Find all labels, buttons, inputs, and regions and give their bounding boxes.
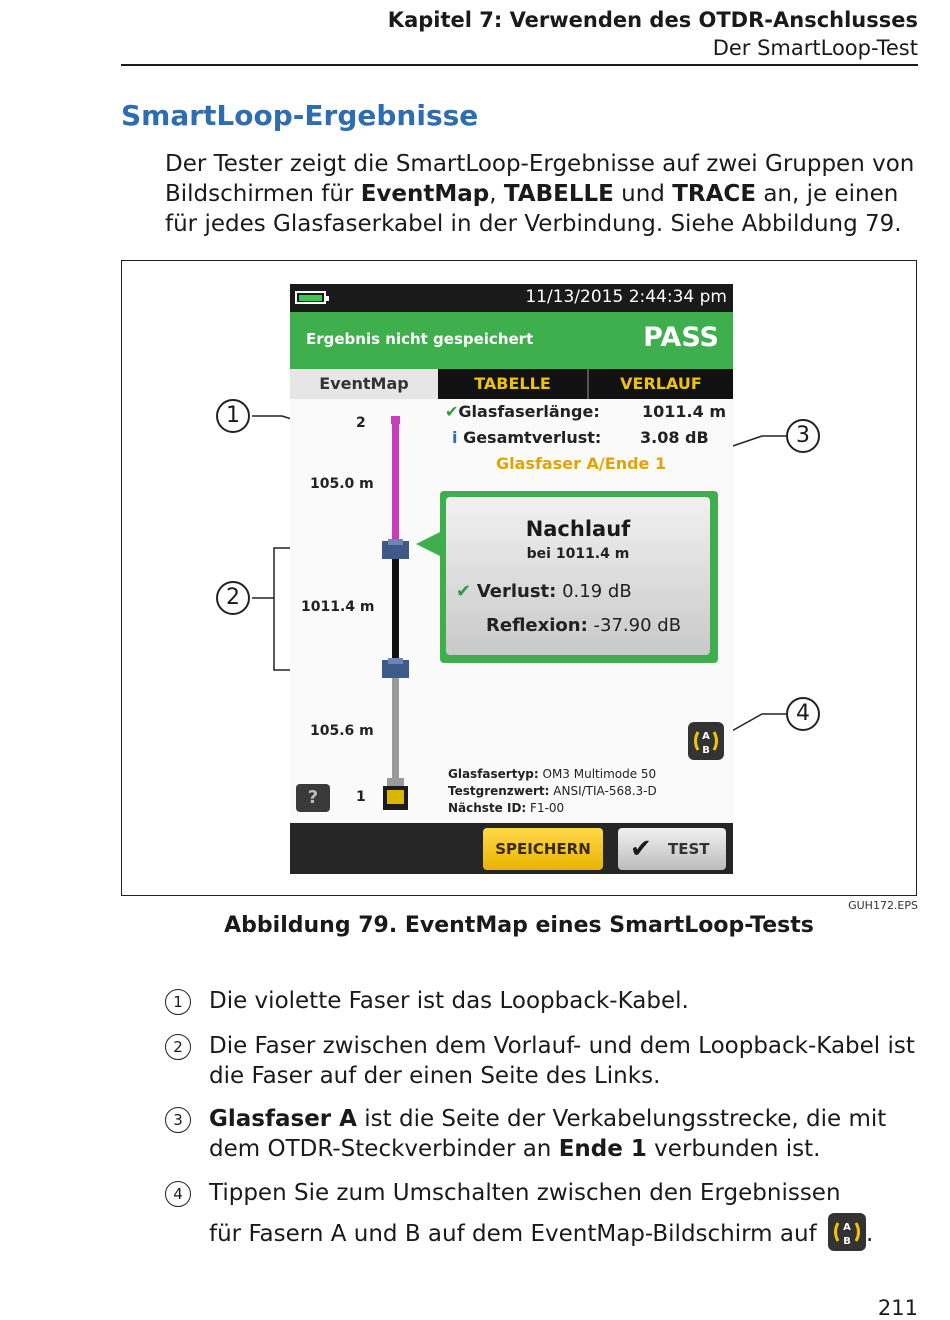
event-callout[interactable] xyxy=(440,491,718,663)
fiber-type: Glasfasertyp: OM3 Multimode 50 xyxy=(448,767,657,781)
event-reflectance: Reflexion: -37.90 dB xyxy=(486,615,682,636)
tab-tabelle[interactable]: TABELLE xyxy=(474,374,551,393)
pass-check-icon: ✔ xyxy=(445,402,459,421)
test-button[interactable] xyxy=(618,828,726,870)
loopback-fiber xyxy=(392,419,399,549)
item-number: 1 xyxy=(165,989,191,1015)
fiber-ab-inline-icon xyxy=(828,1213,866,1251)
loss-check-icon: ✔ xyxy=(456,581,472,602)
segment-length-top: 105.0 m xyxy=(310,476,374,492)
tester-screen xyxy=(290,284,733,874)
fiber-ab-icon xyxy=(688,722,724,760)
test-limit: Testgrenzwert: ANSI/TIA-568.3-D xyxy=(448,784,657,798)
save-status: Ergebnis nicht gespeichert xyxy=(306,330,534,348)
help-button[interactable]: ? xyxy=(296,784,330,812)
callout-1: 1 xyxy=(216,399,250,433)
item-text: Tippen Sie zum Umschalten zwischen den Ergebnissen für Fasern A und B auf dem EventMap-Bildschirm auf A B . xyxy=(209,1178,925,1251)
svg-text:B: B xyxy=(843,1236,851,1247)
callout-2: 2 xyxy=(216,581,250,615)
figure-caption: Abbildung 79. EventMap eines SmartLoop-Tests xyxy=(224,913,814,938)
launch-fiber xyxy=(392,669,399,787)
intro-bold-trace: TRACE xyxy=(672,181,757,207)
tab-eventmap[interactable]: EventMap xyxy=(290,369,438,399)
fiber-length-value: 1011.4 m xyxy=(642,402,726,421)
chapter-header: Kapitel 7: Verwenden des OTDR-Anschlusses xyxy=(387,8,918,32)
fiber-end-label: Glasfaser A/Ende 1 xyxy=(496,454,667,473)
page-number: 211 xyxy=(877,1296,918,1320)
link-fiber xyxy=(392,549,399,669)
marker-end-2: 2 xyxy=(356,415,366,431)
fiber-length: ✔Glasfaserlänge: xyxy=(445,402,600,421)
save-button[interactable]: SPEICHERN xyxy=(483,828,603,870)
item-text: Die violette Faser ist das Loopback-Kabel. xyxy=(209,988,689,1014)
event-title: Nachlauf xyxy=(525,517,631,541)
section-header: Der SmartLoop-Test xyxy=(712,36,918,60)
info-icon: i xyxy=(452,428,458,447)
result-status: PASS xyxy=(643,322,719,353)
item-number: 2 xyxy=(165,1034,191,1060)
intro-paragraph: Der Tester zeigt die SmartLoop-Ergebnisse auf zwei Gruppen von Bildschirmen für EventMap, TABELLE und TRACE an, je einen für jedes Glasfaserkabel in der Verbindung. Siehe Abbildung 79. xyxy=(165,151,915,237)
event-position: bei 1011.4 m xyxy=(526,546,630,562)
item-number: 4 xyxy=(165,1181,191,1207)
test-check-icon: ✔ xyxy=(630,834,652,864)
datetime: 11/13/2015 2:44:34 pm xyxy=(525,287,727,307)
intro-bold-tabelle: TABELLE xyxy=(503,181,614,207)
callout-3: 3 xyxy=(786,419,820,453)
total-loss: i Gesamtverlust: xyxy=(452,428,602,447)
test-label: TEST xyxy=(668,840,710,858)
next-id: Nächste ID: F1-00 xyxy=(448,801,565,815)
total-loss-value: 3.08 dB xyxy=(640,428,709,447)
svg-text:A: A xyxy=(843,1222,851,1233)
end-2-marker xyxy=(391,416,400,424)
tab-verlauf[interactable]: VERLAUF xyxy=(587,369,733,399)
segment-length-mid: 1011.4 m xyxy=(301,599,375,615)
intro-bold-eventmap: EventMap xyxy=(360,181,490,207)
test-settings xyxy=(448,766,657,817)
callout-4: 4 xyxy=(786,697,820,731)
ab-top-letter: A xyxy=(702,731,710,742)
page-heading: SmartLoop-Ergebnisse xyxy=(121,99,479,132)
fiber-ab-toggle-button[interactable] xyxy=(688,722,724,760)
marker-end-1: 1 xyxy=(356,789,366,805)
item-text: Die Faser zwischen dem Vorlauf- und dem Loopback-Kabel ist die Faser auf der einen Seite des Links. xyxy=(209,1033,915,1089)
item-number: 3 xyxy=(165,1107,191,1133)
ab-bottom-letter: B xyxy=(702,745,710,756)
bottom-bar xyxy=(290,823,733,874)
item-text: Glasfaser A ist die Seite der Verkabelungsstrecke, die mit dem OTDR-Steckverbinder an Ende 1 verbunden ist. xyxy=(209,1106,887,1162)
segment-length-bottom: 105.6 m xyxy=(310,723,374,739)
event-loss: ✔ Verlust: 0.19 dB xyxy=(456,581,632,602)
figure-file-id: GUH172.EPS xyxy=(848,899,918,912)
